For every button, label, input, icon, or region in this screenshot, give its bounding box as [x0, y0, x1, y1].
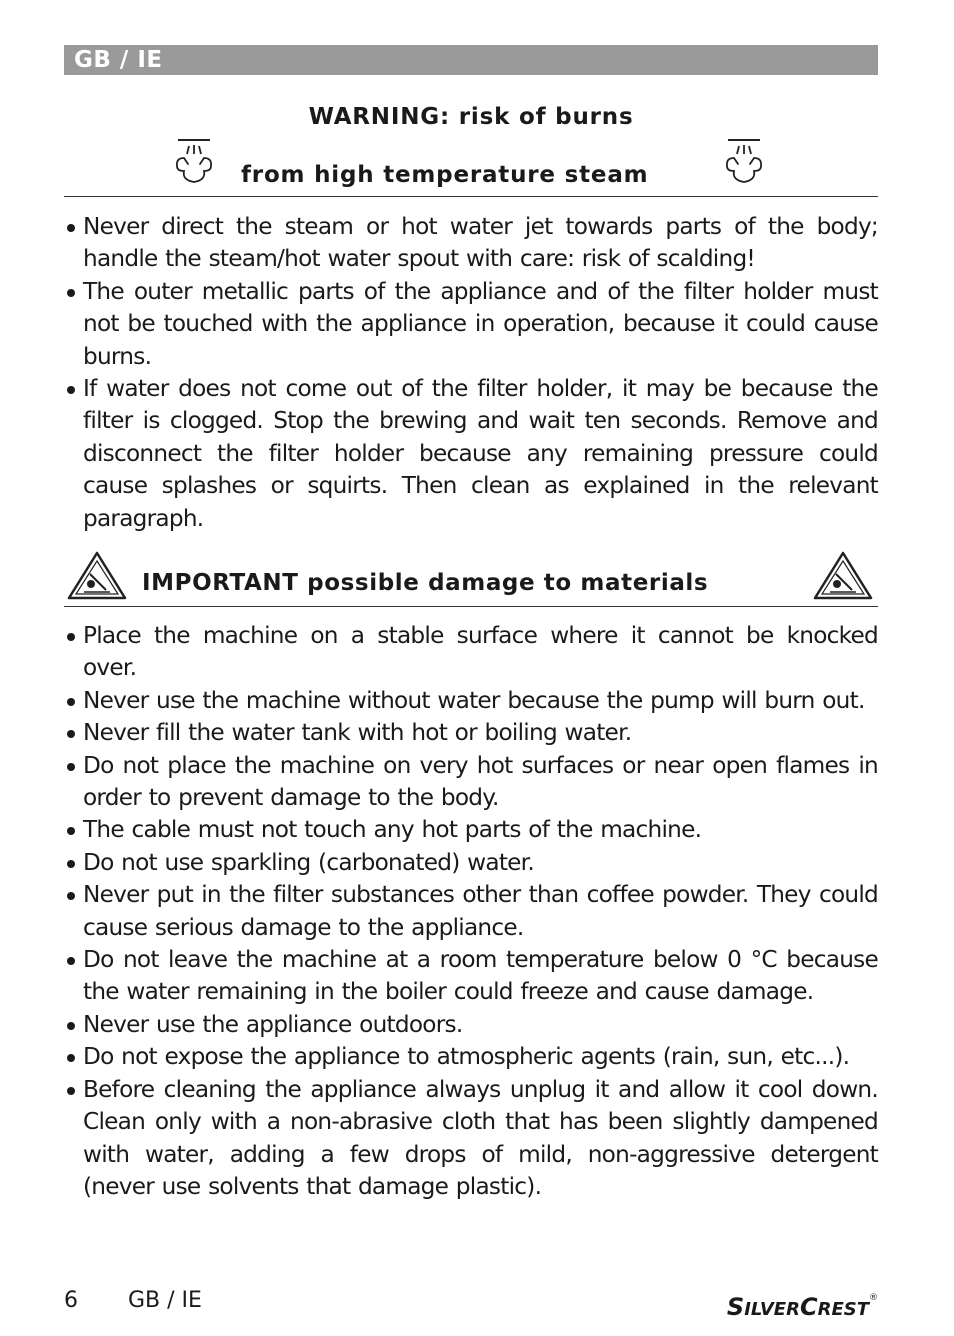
list-item: Never use the machine without water because the pump will burn out. [64, 685, 878, 717]
registered-mark: ® [869, 1293, 878, 1303]
list-item: Do not use sparkling (carbonated) water. [64, 847, 878, 879]
footer-language: GB / IE [128, 1288, 202, 1313]
warning-title-line1: WARNING: risk of burns [308, 104, 634, 130]
damage-warning-triangle-icon [812, 550, 874, 606]
list-item: Do not expose the appliance to atmospheric agents (rain, sun, etc...). [64, 1041, 878, 1073]
hot-steam-icon [172, 138, 214, 194]
page-number: 6 [64, 1288, 78, 1313]
list-item: Never use the appliance outdoors. [64, 1009, 878, 1041]
list-item: Never fill the water tank with hot or boiling water. [64, 717, 878, 749]
damage-warning-triangle-icon [66, 550, 128, 606]
language-header-bar [64, 45, 878, 75]
list-item: Do not place the machine on very hot surfaces or near open flames in order to prevent damage to the body. [64, 750, 878, 815]
list-item: The outer metallic parts of the appliance and of the filter holder must not be touched with the appliance in operation, because it could cause burns. [64, 276, 878, 373]
important-section-header [64, 548, 878, 607]
hot-steam-icon [722, 138, 764, 194]
important-title: IMPORTANT possible damage to materials [142, 570, 709, 596]
brand-letters: ILVER [744, 1299, 800, 1320]
brand-letters: REST [817, 1299, 869, 1320]
brand-logo [727, 1293, 878, 1321]
list-item: Never direct the steam or hot water jet towards parts of the body; handle the steam/hot water spout with care: risk of scalding! [64, 211, 878, 276]
brand-letter: C [799, 1293, 818, 1321]
list-item: Never put in the filter substances other than coffee powder. They could cause serious damage to the appliance. [64, 879, 878, 944]
important-list [64, 620, 878, 1203]
list-item: Place the machine on a stable surface where it cannot be knocked over. [64, 620, 878, 685]
language-header-label: GB / IE [74, 47, 163, 73]
brand-letter: S [726, 1293, 745, 1321]
list-item: If water does not come out of the filter holder, it may be because the filter is clogged. Stop the brewing and wait ten seconds. Remove and disconnect the filter holder because any remaining pressure could cause splashes or squirts. Then clean as explained in the relevant paragraph. [64, 373, 878, 535]
list-item: Do not leave the machine at a room temperature below 0 °C because the water remaining in the boiler could freeze and cause damage. [64, 944, 878, 1009]
list-item: The cable must not touch any hot parts of the machine. [64, 814, 878, 846]
list-item: Before cleaning the appliance always unplug it and allow it cool down. Clean only with a non-abrasive cloth that has been slightly dampened with water, adding a few drops of mild, non-aggressive detergent (never use solvents that damage plastic). [64, 1074, 878, 1204]
warning-title-line2: from high temperature steam [241, 162, 649, 188]
warning-section-header [64, 104, 878, 197]
warning-list [64, 211, 878, 535]
